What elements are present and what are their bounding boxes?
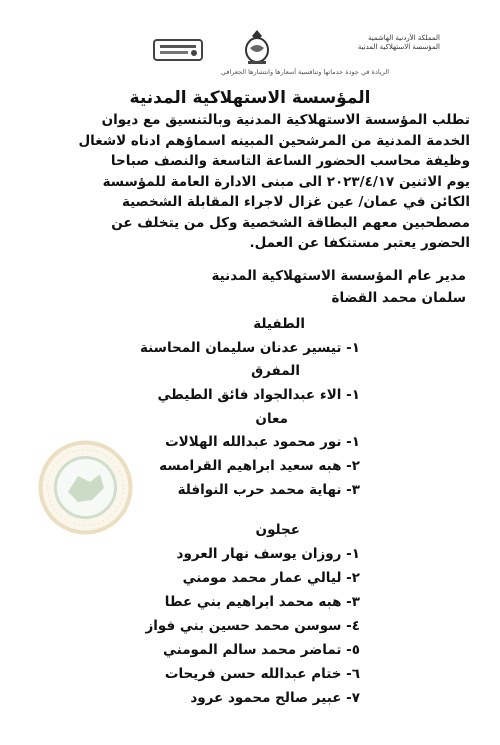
candidate-name: ٣- هبه محمد ابراهيم بني عطا xyxy=(164,594,360,610)
civil-service-bureau-seal-icon xyxy=(38,440,133,535)
document-title: المؤسسة الاستهلاكية المدنية xyxy=(129,88,371,108)
city-heading: الطفيلة xyxy=(253,316,305,332)
city-heading: المفرق xyxy=(251,363,300,379)
group-tafila xyxy=(253,313,305,335)
announcement-paragraph xyxy=(38,110,470,254)
city-heading: معان xyxy=(255,411,288,427)
candidate-name: ١- الاء عبدالجواد فائق الطيطي xyxy=(157,387,360,403)
paragraph-line: وظيفة محاسب الحضور الساعة التاسعة والنصف صباحا xyxy=(110,153,470,169)
city-heading: عجلون xyxy=(255,522,300,538)
signature-block xyxy=(46,265,466,309)
paragraph-line: الكائن في عمان/ عين غزال لاجراء المقابلة الشخصية xyxy=(121,194,470,210)
civil-consumer-corp-logo-icon xyxy=(152,36,204,64)
org-line-1: المملكة الأردنية الهاشمية xyxy=(367,34,440,42)
candidate-name: ٢- ليالي عمار محمد مومني xyxy=(182,570,360,586)
group-maan xyxy=(255,408,288,430)
paragraph-line: الحضور يعتبر مستنكفا عن العمل. xyxy=(249,235,470,251)
candidate-name: ٥- تماضر محمد سالم المومني xyxy=(163,642,360,658)
signature-name: سلمان محمد القضاة xyxy=(331,290,466,306)
candidate-name: ١- نور محمود عبدالله الهلالات xyxy=(165,434,360,450)
jordan-crest-icon xyxy=(240,28,274,66)
candidate-name: ٢- هبه سعيد ابراهيم القرامسه xyxy=(159,458,360,474)
candidate-name: ١- روزان يوسف نهار العرود xyxy=(176,546,360,562)
group-mafraq xyxy=(251,360,300,382)
list-item xyxy=(157,383,360,407)
letterhead-slogan: الريادة في جودة خدماتها وتنافسية أسعارها وانتشارها الجغرافي xyxy=(220,68,390,76)
list-item xyxy=(140,336,360,360)
org-line-2: المؤسسة الاستهلاكية المدنية xyxy=(357,43,440,51)
letterhead-org-text xyxy=(290,34,440,52)
group-ajloun xyxy=(256,519,300,541)
letterhead xyxy=(140,28,440,83)
candidate-name: ٣- نهاية محمد حرب النوافلة xyxy=(177,482,360,498)
candidate-name: ٧- عبير صالح محمود عرود xyxy=(190,690,360,706)
signature-role: مدير عام المؤسسة الاستهلاكية المدنية xyxy=(211,268,466,284)
candidate-name: ٤- سوسن محمد حسين بني فواز xyxy=(145,618,360,634)
list-item-group-maan xyxy=(159,430,360,502)
paragraph-line: مصطحبين معهم البطاقة الشخصية وكل من يتخلف عن xyxy=(111,214,470,231)
list-item-group-ajloun xyxy=(145,542,360,710)
paragraph-line: الخدمة المدنية من المرشحين المبينه اسماؤهم ادناه لاشغال xyxy=(78,132,470,149)
candidate-name: ٦- ختام عبدالله حسن فريحات xyxy=(164,666,360,682)
paragraph-line: يوم الاثنين ٢٠٢٣/٤/١٧ الى مبنى الادارة العامة للمؤسسة xyxy=(102,173,470,190)
candidate-name: ١- تيسير عدنان سليمان المحاسنة xyxy=(139,340,360,356)
paragraph-line: تطلب المؤسسة الاستهلاكية المدنية وبالتنسيق مع ديوان xyxy=(101,112,470,128)
